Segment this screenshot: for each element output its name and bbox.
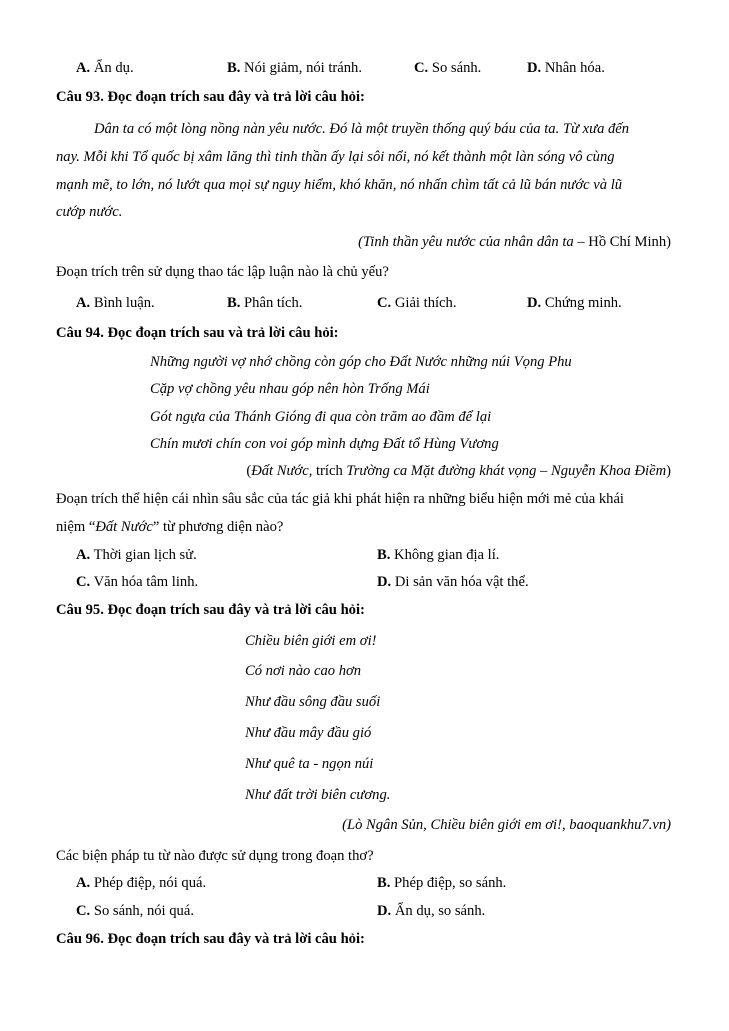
q95-verse-4: Như đầu mây đầu gió: [245, 725, 372, 741]
q95-source: (Lò Ngân Sủn, Chiều biên giới em ơi!, baoquankhu7.vn): [342, 817, 671, 833]
q93-heading: Câu 93. Đọc đoạn trích sau đây và trả lời câu hỏi:: [56, 89, 365, 105]
q94-option-d: D. Di sản văn hóa vật thể.: [377, 574, 529, 590]
q94-verse-4: Chín mươi chín con voi góp mình dựng Đất tổ Hùng Vương: [150, 436, 499, 452]
q93-passage-line-1: Dân ta có một lòng nồng nàn yêu nước. Đó là một truyền thống quý báu của ta. Từ xưa đến: [94, 121, 630, 137]
q96-heading: Câu 96. Đọc đoạn trích sau đây và trả lời câu hỏi:: [56, 931, 365, 947]
q94-heading: Câu 94. Đọc đoạn trích sau và trả lời câu hỏi:: [56, 325, 339, 341]
q92-option-d: D. Nhân hóa.: [527, 60, 605, 76]
q95-verse-6: Như đất trời biên cương.: [245, 787, 391, 803]
q93-passage-line-3: mạnh mẽ, to lớn, nó lướt qua mọi sự nguy hiểm, khó khăn, nó nhấn chìm tất cả lũ bán nước và lũ: [56, 177, 623, 193]
q92-option-b: B. Nói giảm, nói tránh.: [227, 60, 362, 76]
q94-option-b: B. Không gian địa lí.: [377, 547, 500, 563]
q95-verse-2: Có nơi nào cao hơn: [245, 663, 362, 679]
q92-option-a: A. Ẩn dụ.: [76, 60, 134, 76]
q93-passage-line-2: nay. Mỗi khi Tổ quốc bị xâm lăng thì tinh thần ấy lại sôi nổi, nó kết thành một làn sóng vô cùng: [56, 149, 615, 165]
q93-option-b: B. Phân tích.: [227, 295, 303, 311]
q94-option-c: C. Văn hóa tâm linh.: [76, 574, 199, 590]
q95-heading: Câu 95. Đọc đoạn trích sau đây và trả lời câu hỏi:: [56, 602, 365, 618]
q95-option-a: A. Phép điệp, nói quá.: [76, 875, 207, 891]
q93-question: Đoạn trích trên sử dụng thao tác lập luận nào là chủ yếu?: [56, 264, 389, 280]
q94-question-line-2: niệm “Đất Nước” từ phương diện nào?: [56, 519, 284, 535]
q93-source: (Tinh thần yêu nước của nhân dân ta – Hồ Chí Minh): [358, 234, 671, 250]
q95-option-c: C. So sánh, nói quá.: [76, 903, 194, 919]
q94-source: (Đất Nước, trích Trường ca Mặt đường khát vọng – Nguyễn Khoa Điềm): [246, 463, 671, 479]
q94-verse-2: Cặp vợ chồng yêu nhau góp nên hòn Trống Mái: [150, 381, 430, 397]
q94-option-a: A. Thời gian lịch sử.: [76, 547, 197, 563]
q95-verse-1: Chiều biên giới em ơi!: [245, 633, 377, 649]
q94-verse-3: Gót ngựa của Thánh Gióng đi qua còn trăm ao đầm để lại: [150, 409, 492, 425]
q93-option-c: C. Giải thích.: [377, 295, 457, 311]
q95-verse-5: Như quê ta - ngọn núi: [245, 756, 374, 772]
q95-verse-3: Như đầu sông đầu suối: [245, 694, 381, 710]
q93-option-d: D. Chứng minh.: [527, 295, 622, 311]
q94-verse-1: Những người vợ nhớ chồng còn góp cho Đất Nước những núi Vọng Phu: [150, 354, 572, 370]
q95-option-d: D. Ẩn dụ, so sánh.: [377, 903, 486, 919]
q92-option-c: C. So sánh.: [414, 60, 482, 76]
q93-option-a: A. Bình luận.: [76, 295, 155, 311]
q95-question: Các biện pháp tu từ nào được sử dụng trong đoạn thơ?: [56, 848, 374, 864]
q94-question-line-1: Đoạn trích thể hiện cái nhìn sâu sắc của tác giả khi phát hiện ra những biểu hiện mới mẻ của khái: [56, 491, 624, 507]
q95-option-b: B. Phép điệp, so sánh.: [377, 875, 507, 891]
q93-passage-line-4: cướp nước.: [56, 204, 123, 220]
